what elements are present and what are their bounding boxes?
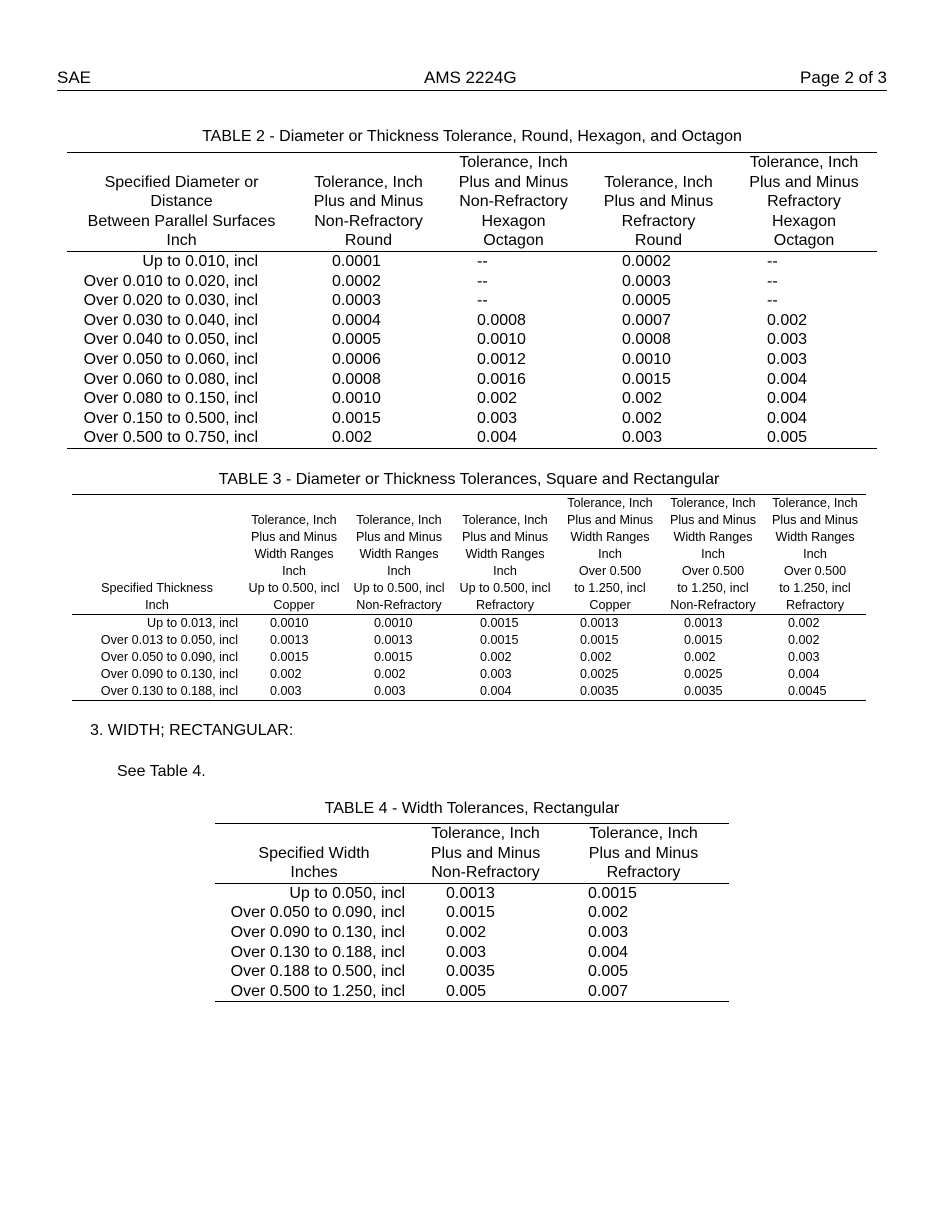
cell-value: 0.0025 [580, 667, 619, 681]
cell-value: 0.003 [477, 409, 518, 427]
section-3-heading: 3. WIDTH; RECTANGULAR: [90, 722, 294, 739]
cell-value: 0.0045 [788, 684, 827, 698]
column-header: Tolerance, Inch Plus and Minus Non-Refractory [430, 825, 541, 882]
table-row [67, 251, 877, 271]
cell-value: 0.002 [446, 923, 487, 941]
cell-value: 0.0012 [477, 350, 526, 368]
cell-value: 0.0001 [332, 252, 381, 270]
header-page-number: Page 2 of 3 [800, 68, 887, 87]
table4 [215, 823, 729, 1002]
cell-value: 0.007 [588, 982, 629, 1000]
cell-value: 0.0010 [477, 331, 526, 349]
cell-value: 0.002 [684, 650, 716, 664]
cell-value: 0.0003 [332, 292, 381, 310]
page-header [57, 68, 887, 91]
table2-caption: TABLE 2 - Diameter or Thickness Tolerance, Round, Hexagon, and Octagon [202, 128, 742, 145]
cell-value: 0.003 [270, 684, 302, 698]
cell-value: 0.0015 [480, 616, 519, 630]
cell-value: 0.0010 [374, 616, 413, 630]
table-row [67, 272, 877, 292]
cell-value: 0.0013 [580, 616, 619, 630]
header-row [215, 824, 729, 884]
cell-value: 0.002 [477, 390, 518, 408]
table-row [67, 330, 877, 350]
row-label: Over 0.130 to 0.188, incl [100, 684, 238, 698]
row-label: Over 0.013 to 0.050, incl [100, 633, 238, 647]
cell-value: 0.0013 [684, 616, 723, 630]
cell-value: 0.002 [622, 390, 663, 408]
row-label: Over 0.050 to 0.060, incl [83, 350, 258, 368]
cell-value: 0.0003 [622, 272, 671, 290]
row-label: Over 0.050 to 0.090, incl [100, 650, 238, 664]
table2 [67, 152, 877, 449]
cell-value: 0.003 [588, 923, 629, 941]
cell-value: 0.0015 [446, 904, 495, 922]
cell-value: 0.003 [622, 429, 663, 447]
row-label: Over 0.010 to 0.020, incl [83, 272, 258, 290]
cell-value: 0.0035 [580, 684, 619, 698]
cell-value: 0.0015 [588, 884, 637, 902]
cell-value: 0.002 [788, 616, 820, 630]
table4-caption: TABLE 4 - Width Tolerances, Rectangular [324, 800, 620, 817]
cell-value: 0.0008 [332, 370, 381, 388]
row-label: Over 0.130 to 0.188, incl [230, 943, 405, 961]
table-row [215, 923, 729, 943]
cell-value: 0.0013 [446, 884, 495, 902]
cell-value: 0.0005 [622, 292, 671, 310]
cell-value: 0.003 [767, 350, 808, 368]
cell-value: 0.0013 [270, 633, 309, 647]
cell-value: 0.0005 [332, 331, 381, 349]
cell-value: 0.0008 [477, 311, 526, 329]
cell-value: 0.002 [788, 633, 820, 647]
cell-value: 0.0008 [622, 331, 671, 349]
cell-value: 0.0006 [332, 350, 381, 368]
table-row [67, 311, 877, 331]
section-3-text: See Table 4. [117, 763, 206, 780]
cell-value: -- [477, 272, 488, 290]
column-header: Tolerance, Inch Plus and Minus Non-Refractory Hexagon Octagon [458, 154, 569, 250]
cell-value: 0.002 [480, 650, 512, 664]
row-label: Over 0.500 to 0.750, incl [83, 429, 258, 447]
cell-value: 0.004 [767, 409, 808, 427]
table3 [72, 494, 866, 701]
cell-value: 0.004 [480, 684, 512, 698]
cell-value: 0.004 [767, 370, 808, 388]
column-header: Tolerance, Inch Plus and Minus Width Ranges Inch Over 0.500 to 1.250, incl Refractory [771, 496, 859, 612]
cell-value: 0.003 [767, 331, 808, 349]
column-header: Tolerance, Inch Plus and Minus Width Ranges Inch Over 0.500 to 1.250, incl Copper [566, 496, 654, 612]
table-row [215, 962, 729, 982]
table-row [215, 883, 729, 903]
table-row [72, 666, 866, 683]
cell-value: 0.004 [767, 390, 808, 408]
row-label: Over 0.040 to 0.050, incl [83, 331, 258, 349]
cell-value: 0.002 [622, 409, 663, 427]
table-row [215, 903, 729, 923]
cell-value: 0.004 [477, 429, 518, 447]
cell-value: 0.002 [588, 904, 629, 922]
cell-value: 0.0035 [684, 684, 723, 698]
cell-value: 0.0015 [374, 650, 413, 664]
row-label: Over 0.020 to 0.030, incl [83, 292, 258, 310]
row-label: Over 0.080 to 0.150, incl [83, 390, 258, 408]
cell-value: 0.0010 [622, 350, 671, 368]
header-doc-number: AMS 2224G [424, 68, 517, 87]
cell-value: 0.004 [588, 943, 629, 961]
cell-value: 0.002 [580, 650, 612, 664]
column-header: Tolerance, Inch Plus and Minus Refractory Hexagon Octagon [749, 154, 859, 250]
column-header: Specified Thickness Inch [101, 581, 213, 612]
table3-caption: TABLE 3 - Diameter or Thickness Tolerances, Square and Rectangular [218, 471, 720, 488]
cell-value: 0.005 [446, 982, 487, 1000]
cell-value: 0.0002 [332, 272, 381, 290]
cell-value: -- [767, 252, 778, 270]
cell-value: -- [767, 292, 778, 310]
column-header: Specified Diameter or Distance Between Parallel Surfaces Inch [87, 173, 276, 250]
row-label: Over 0.500 to 1.250, incl [230, 982, 405, 1000]
column-header: Tolerance, Inch Plus and Minus Refractory Round [603, 173, 714, 250]
cell-value: 0.003 [480, 667, 512, 681]
cell-value: 0.0015 [332, 409, 381, 427]
header-org: SAE [57, 68, 92, 87]
column-header: Specified Width Inches [258, 844, 370, 882]
column-header: Tolerance, Inch Plus and Minus Refractory [588, 825, 699, 882]
row-label: Up to 0.013, incl [146, 616, 238, 630]
cell-value: 0.005 [767, 429, 808, 447]
cell-value: 0.0025 [684, 667, 723, 681]
cell-value: -- [477, 292, 488, 310]
cell-value: 0.0010 [332, 390, 381, 408]
column-header: Tolerance, Inch Plus and Minus Width Ranges Inch Up to 0.500, incl Copper [248, 513, 340, 612]
cell-value: 0.0013 [374, 633, 413, 647]
cell-value: -- [767, 272, 778, 290]
cell-value: 0.0007 [622, 311, 671, 329]
cell-value: 0.003 [446, 943, 487, 961]
row-label: Over 0.050 to 0.090, incl [230, 904, 405, 922]
cell-value: 0.0010 [270, 616, 309, 630]
row-label: Over 0.060 to 0.080, incl [83, 370, 258, 388]
cell-value: 0.005 [588, 963, 629, 981]
cell-value: 0.0015 [580, 633, 619, 647]
column-header: Tolerance, Inch Plus and Minus Width Ranges Inch Up to 0.500, incl Refractory [459, 513, 551, 612]
row-label: Over 0.030 to 0.040, incl [83, 311, 258, 329]
cell-value: 0.0015 [622, 370, 671, 388]
cell-value: 0.0004 [332, 311, 381, 329]
table-row [67, 370, 877, 390]
cell-value: 0.002 [270, 667, 302, 681]
row-label: Over 0.090 to 0.130, incl [230, 923, 405, 941]
cell-value: 0.0016 [477, 370, 526, 388]
table-row [72, 632, 866, 649]
cell-value: 0.0002 [622, 252, 671, 270]
row-label: Over 0.150 to 0.500, incl [83, 409, 258, 427]
row-label: Up to 0.010, incl [142, 252, 258, 270]
row-label: Up to 0.050, incl [289, 884, 405, 902]
header-row [67, 153, 877, 252]
cell-value: 0.002 [374, 667, 406, 681]
column-header: Tolerance, Inch Plus and Minus Width Ranges Inch Up to 0.500, incl Non-Refractory [353, 513, 445, 612]
cell-value: 0.0015 [480, 633, 519, 647]
cell-value: 0.003 [374, 684, 406, 698]
table-row [67, 389, 877, 409]
table-row [67, 428, 877, 448]
cell-value: -- [477, 252, 488, 270]
cell-value: 0.0035 [446, 963, 495, 981]
table-row [215, 982, 729, 1002]
table-row [72, 683, 866, 701]
row-label: Over 0.188 to 0.500, incl [230, 963, 405, 981]
cell-value: 0.0015 [684, 633, 723, 647]
cell-value: 0.002 [332, 429, 373, 447]
table-row [67, 409, 877, 429]
cell-value: 0.004 [788, 667, 820, 681]
table-row [67, 291, 877, 311]
table-row [72, 615, 866, 633]
table-row [72, 649, 866, 666]
cell-value: 0.0015 [270, 650, 309, 664]
row-label: Over 0.090 to 0.130, incl [100, 667, 238, 681]
column-header: Tolerance, Inch Plus and Minus Width Ranges Inch Over 0.500 to 1.250, incl Non-Refractory [669, 496, 757, 612]
table-row [67, 350, 877, 370]
cell-value: 0.003 [788, 650, 820, 664]
table-row [215, 943, 729, 963]
header-row [72, 495, 866, 615]
column-header: Tolerance, Inch Plus and Minus Non-Refractory Round [313, 173, 424, 250]
cell-value: 0.002 [767, 311, 808, 329]
